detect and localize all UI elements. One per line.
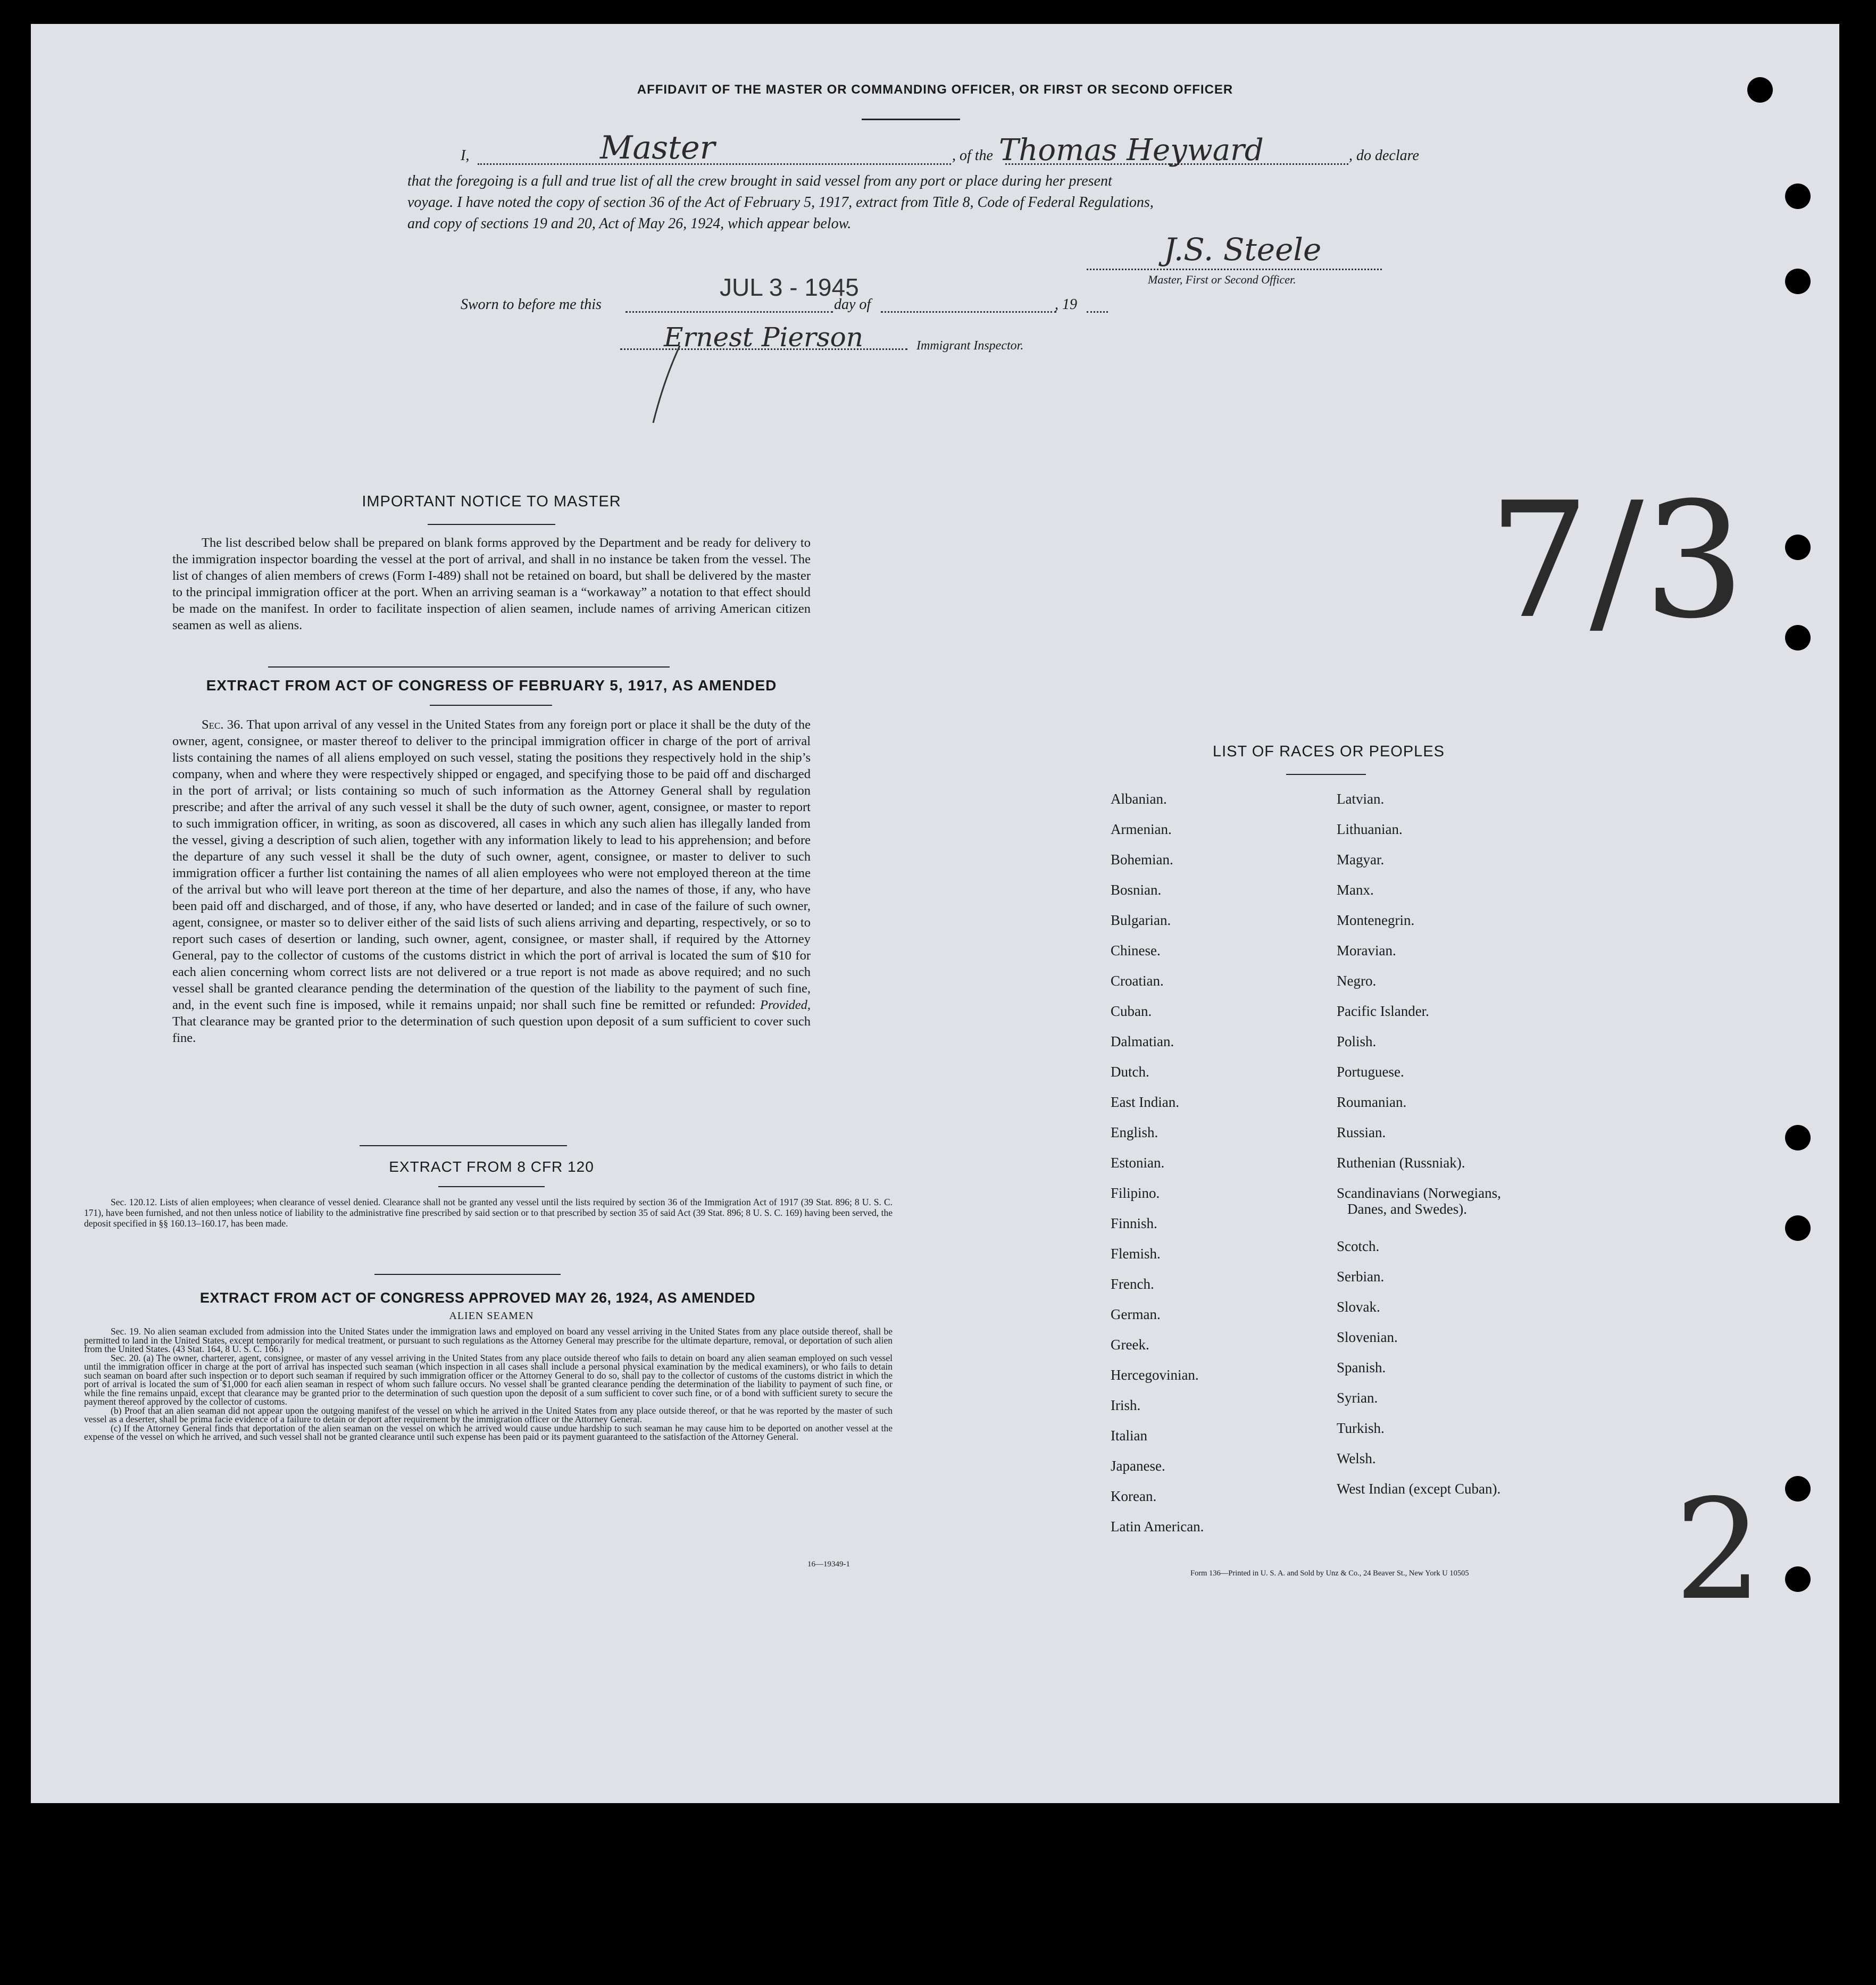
sworn-day-blank	[626, 311, 833, 313]
of-the-label: , of the	[952, 147, 993, 164]
punch-hole	[1785, 625, 1811, 650]
notice-divider	[268, 666, 670, 668]
race-item: Polish.	[1337, 1033, 1377, 1049]
race-item: Russian.	[1337, 1124, 1386, 1140]
punch-hole	[1785, 184, 1811, 209]
affidavit-title: AFFIDAVIT OF THE MASTER OR COMMANDING OFFICER, OR FIRST OR SECOND OFFICER	[637, 82, 1233, 97]
race-item: Greek.	[1111, 1337, 1149, 1353]
race-item: German.	[1111, 1306, 1161, 1322]
notice-title: IMPORTANT NOTICE TO MASTER	[362, 493, 621, 510]
punch-hole	[1785, 269, 1811, 294]
punch-hole	[1747, 77, 1773, 103]
extract1924-body	[84, 1327, 893, 1441]
form-footer: Form 136—Printed in U. S. A. and Sold by Unz & Co., 24 Beaver St., New York U 10505	[1190, 1569, 1469, 1578]
notice-underline	[428, 524, 555, 525]
date-stamp: JUL 3 - 1945	[720, 273, 859, 301]
race-item: Pacific Islander.	[1337, 1003, 1429, 1019]
inspector-caption: Immigrant Inspector.	[916, 339, 1024, 353]
extract1917-title: EXTRACT FROM ACT OF CONGRESS OF FEBRUARY 5, 1917, AS AMENDED	[206, 677, 777, 694]
race-item: Finnish.	[1111, 1215, 1157, 1231]
race-item: Negro.	[1337, 973, 1377, 989]
race-item: Montenegrin.	[1337, 912, 1415, 928]
sec36-text-end: That clearance may be granted prior to the determination of such question upon deposit of a sum sufficient to cover such fine.	[172, 1014, 811, 1045]
race-item: Cuban.	[1111, 1003, 1152, 1019]
race-item: Latvian.	[1337, 791, 1385, 807]
print-code: 16—19349-1	[807, 1560, 850, 1569]
extract1924-subtitle: ALIEN SEAMEN	[449, 1310, 534, 1322]
race-item: Ruthenian (Russniak).	[1337, 1155, 1465, 1171]
sec19-text: Sec. 19. No alien seaman excluded from admission into the United States under the immigration laws and employed on board any vessel arriving in the United States from any place outside thereof, shall be permitted to land in the United States, except temporarily for medical treatment, or pursuant to such regulations as the Attorney General may prescribe for the ultimate departure, removal, or deportation of such alien from the United States. (43 Stat. 164, 8 U. S. C. 166.)	[84, 1326, 893, 1354]
provided-label: Provided,	[760, 998, 811, 1012]
title-underline	[862, 119, 960, 120]
race-item: Dutch.	[1111, 1064, 1149, 1080]
manifest-back-page	[31, 24, 1839, 1803]
sec20b-text: (b) Proof that an alien seaman did not appear upon the outgoing manifest of the vessel on which he arrived in the United States from any place outside thereof, or that he was reported by the master of such vessel as a deserter, shall be prima facie evidence of a failure to detain or deport after requirement by the immigration officer or the Attorney General.	[84, 1405, 893, 1424]
extract1917-divider	[360, 1145, 567, 1146]
race-item: Armenian.	[1111, 821, 1172, 837]
year-prefix: , 19	[1055, 296, 1077, 313]
inspector-line	[620, 348, 907, 350]
master-handwritten: Master	[600, 129, 715, 166]
race-item: Slovak.	[1337, 1299, 1380, 1315]
affidavit-i-label: I,	[461, 147, 470, 164]
race-item: Manx.	[1337, 882, 1374, 898]
officer-signature: J.S. Steele	[1164, 231, 1322, 268]
month-blank	[881, 311, 1056, 313]
punch-hole	[1785, 1566, 1811, 1592]
race-item: East Indian.	[1111, 1094, 1179, 1110]
race-item: Dalmatian.	[1111, 1033, 1174, 1049]
races-title: LIST OF RACES OR PEOPLES	[1212, 743, 1445, 760]
race-item: Hercegovinian.	[1111, 1367, 1199, 1383]
race-item: West Indian (except Cuban).	[1337, 1481, 1501, 1497]
page-fraction-annotation: 7/3	[1488, 468, 1745, 654]
cfr-title: EXTRACT FROM 8 CFR 120	[389, 1158, 594, 1175]
cfr-divider	[374, 1274, 561, 1275]
punch-hole	[1785, 535, 1811, 560]
race-item: Lithuanian.	[1337, 821, 1403, 837]
affidavit-body-line3: and copy of sections 19 and 20, Act of May 26, 1924, which appear below.	[407, 215, 852, 232]
race-item: Roumanian.	[1337, 1094, 1407, 1110]
race-item: Bulgarian.	[1111, 912, 1171, 928]
extract1917-underline	[430, 705, 552, 706]
cfr-underline	[438, 1186, 545, 1187]
sec20a-text: Sec. 20. (a) The owner, charterer, agent, consignee, or master of any vessel arriving in the United States from any place outside thereof who fails to detain on board any alien seaman employed on such vessel until the immigration officer in charge at the port of arrival has inspected such seaman (which inspection in all cases shall include a personal physical examination by the medical examiners), or who fails to detain such seaman on board after such inspection or to deport such seaman if required by such immigration officer or the Attorney General to do so, shall pay to the collector of customs of the customs district in which the port of arrival is located the sum of $1,000 for each alien seaman in respect of whom such failure occurs. No vessel shall be granted clearance pending the determination of the liability to payment of such fine, or while the fine remains unpaid, except that clearance may be granted prior to the determination of such question upon the deposit of a sum sufficient to cover such fine, or of a bond with sufficient surety to secure the payment thereof approved by the collector of customs.	[84, 1352, 893, 1407]
race-item: Bohemian.	[1111, 852, 1173, 868]
race-item: Chinese.	[1111, 943, 1161, 958]
cfr-body: Sec. 120.12. Lists of alien employees; when clearance of vessel denied. Clearance shall not be granted any vessel until the lists required by section 36 of the Immigration Act of 1917 (39 Stat. 896; 8 U. S. C. 171), have been furnished, and not then unless notice of liability to the administrative fine prescribed by said section or to that prescribed by section 35 of said Act (39 Stat. 896; 8 U. S. C. 169) having been served, the deposit specified in §§ 160.13–160.17, has been made.	[84, 1197, 893, 1229]
punch-hole	[1785, 1476, 1811, 1502]
race-item: Albanian.	[1111, 791, 1167, 807]
day-of-label: day of	[834, 296, 871, 313]
race-item: French.	[1111, 1276, 1154, 1292]
signature-caption: Master, First or Second Officer.	[1148, 273, 1296, 286]
race-item: Scotch.	[1337, 1238, 1380, 1254]
corner-number-annotation: 2	[1674, 1470, 1763, 1631]
sec36-text: That upon arrival of any vessel in the United States from any foreign port or place it shall be the duty of the owner, agent, consignee, or master thereof to deliver to the principal immigration officer in charge of the port of arrival lists containing the names of all aliens employed on such vessel, stating the positions they respectively hold in the ship’s company, when and where they were respectively shipped or engaged, and specifying those to be paid off and discharged in the port of arrival; or lists containing so much of such information as the Attorney General shall by regulation prescribe; and after the arrival of any such vessel it shall be the duty of such owner, agent, consignee, or master to report to such immigration officer, in writing, as soon as discovered, all cases in which any such alien has illegally landed from the vessel, giving a description of such alien, together with any information likely to lead to his apprehension; and before the departure of any such vessel it shall be the duty of such owner, agent, consignee, or master to deliver to such immigration officer a further list containing the names of all alien employees who were not employed thereon at the time of the arrival but who will leave port thereon at the time of her departure, and also the names of those, if any, who have been paid off and discharged, and of those, if any, who have deserted or landed; and in case of the failure of such owner, agent, consignee, or master so to deliver either of the said lists of such aliens arriving and departing, respectively, or so to report such cases of desertion or landing, such owner, agent, consignee, or master shall, if required by the Attorney General, pay to the collector of customs of the customs district in which the port of arrival is located the sum of $10 for each alien concerning whom correct lists are not delivered or a true report is not made as above required; and no such vessel shall be granted clearance pending the determination of the question of the liability to the payment of such fine, and, in the event such fine is imposed, while it remains unpaid; nor shall such fine be remitted or refunded:	[172, 718, 811, 1012]
race-item: Croatian.	[1111, 973, 1164, 989]
race-item: Slovenian.	[1337, 1329, 1398, 1345]
race-item: Japanese.	[1111, 1458, 1165, 1474]
races-right-column	[1337, 791, 1635, 1502]
races-left-column	[1111, 791, 1334, 1540]
inspector-signature: Ernest Pierson	[664, 322, 863, 353]
extract1924-title: EXTRACT FROM ACT OF CONGRESS APPROVED MAY 26, 1924, AS AMENDED	[199, 1290, 756, 1306]
race-item: Magyar.	[1337, 852, 1385, 868]
sec20c-text: (c) If the Attorney General finds that deportation of the alien seaman on the vessel on which he arrived would cause undue hardship to such seaman he may cause him to be deported on another vessel at the expense of the vessel on which he arrived, and such vessel shall not be granted clearance until such expense has been paid or its payment guaranteed to the satisfaction of the Attorney General.	[84, 1422, 893, 1442]
notice-body: The list described below shall be prepared on blank forms approved by the Department and be ready for delivery to the immigration inspector boarding the vessel at the port of arrival, and shall in no instance be taken from the vessel. The list of changes of alien members of crews (Form I-489) shall not be retained on board, but shall be delivered by the master to the principal immigration officer at the port. When an arriving seaman is a “workaway” a notation to that effect should be made on the manifest. In order to facilitate inspection of alien seamen, include names of arriving American citizen seamen as well as aliens.	[172, 536, 811, 632]
races-underline	[1286, 774, 1366, 775]
sec36-label: Sec. 36.	[202, 718, 244, 732]
do-declare-label: , do declare	[1349, 147, 1419, 164]
race-item: Korean.	[1111, 1488, 1157, 1504]
extract1917-body	[172, 716, 811, 1046]
race-item: Estonian.	[1111, 1155, 1165, 1171]
race-item: Syrian.	[1337, 1390, 1378, 1406]
race-item: Scandinavians (Norwegians,	[1337, 1185, 1501, 1201]
race-item: Italian	[1111, 1428, 1147, 1444]
race-item: Serbian.	[1337, 1269, 1385, 1285]
punch-hole	[1785, 1215, 1811, 1241]
affidavit-body-line1: that the foregoing is a full and true list of all the crew brought in said vessel from any port or place during her present	[407, 173, 1112, 189]
race-item: Moravian.	[1337, 943, 1396, 958]
race-item: English.	[1111, 1124, 1158, 1140]
race-item: Spanish.	[1337, 1360, 1386, 1375]
race-item: Latin American.	[1111, 1519, 1204, 1534]
year-blank	[1087, 311, 1108, 313]
punch-hole	[1785, 1125, 1811, 1150]
signature-line	[1087, 269, 1382, 270]
affidavit-body-line2: voyage. I have noted the copy of section 36 of the Act of February 5, 1917, extract from Title 8, Code of Federal Regulations,	[407, 194, 1154, 211]
race-item: Flemish.	[1111, 1246, 1161, 1262]
race-item: Portuguese.	[1337, 1064, 1404, 1080]
race-item: Turkish.	[1337, 1420, 1385, 1436]
vessel-name-handwritten: Thomas Heyward	[999, 133, 1264, 168]
race-item: Irish.	[1111, 1397, 1141, 1413]
sworn-label: Sworn to before me this	[461, 296, 602, 313]
signature-flourish	[643, 343, 696, 428]
race-item: Welsh.	[1337, 1450, 1376, 1466]
race-item: Bosnian.	[1111, 882, 1162, 898]
race-item: Danes, and Swedes).	[1347, 1201, 1467, 1217]
race-item: Filipino.	[1111, 1185, 1160, 1201]
